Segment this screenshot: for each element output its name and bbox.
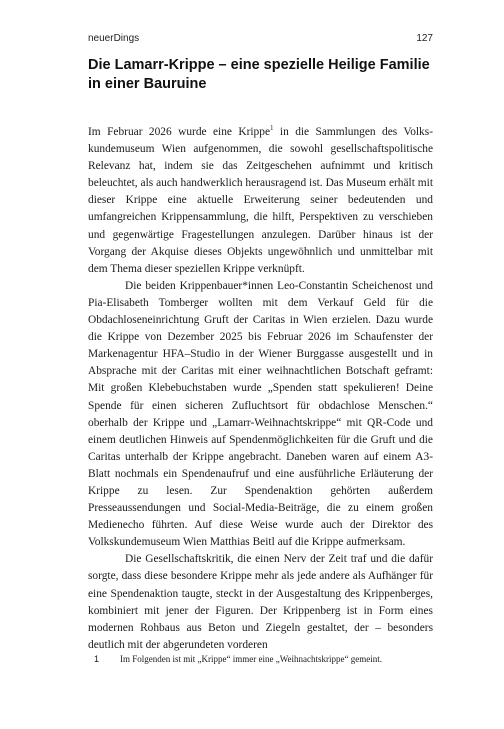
running-head — [88, 33, 433, 44]
paragraph: Die Gesellschaftskritik, die einen Nerv der Zeit traf und die dafür sorgte, dass diese besondere Krippe mehr als jede andere als Aufhänger für eine Spendenaktion taugte, steckt in der Ausgestaltung des Krippenberges, kombiniert mit jener der Figuren. Der Krippenberg ist in Form eines modernen Rohbaus aus Beton und Ziegeln gestaltet, der – besonders deutlich mit der abgerundeten vorderen — [88, 553, 433, 651]
footnote-text: Im Folgenden ist mit „Krippe“ immer eine „Weihnachtskrippe“ gemeint. — [120, 654, 382, 664]
chapter-title: Die Lamarr-Krippe – eine spezielle Heilige Familie in einer Bauruine — [88, 57, 430, 92]
paragraph — [88, 124, 433, 278]
running-head-title: neuerDings — [88, 33, 140, 44]
page-number: 127 — [416, 33, 433, 44]
body-text — [88, 124, 433, 654]
footnote-number: 1 — [94, 654, 100, 664]
paragraph: Die beiden Krippenbauer*innen Leo-Constantin Scheichenost und Pia-Elisabeth Tomberger wollten mit dem Verkauf Geld für die Obdachloseneinrichtung Gruft der Caritas in Wien erzielen. Dazu wurde die Krippe von Dezember 2025 bis Februar 2026 im Schaufenster der Markenagentur HFA–Studio in der Wiener Burggasse ausgestellt und in Absprache mit der Caritas mit einer weihnachtlichen Botschaft geframt: Mit großen Klebebuchstaben wurde „Spenden statt spekulieren! Deine Spende für einen sicheren Zufluchtsort für obdachlose Menschen.“ oberhalb der Krippe und „Lamarr-Weihnachtskrippe“ mit QR-Code und einem deutlichen Hinweis auf Spendenmöglichkeiten für die Gruft und die Caritas unterhalb der Krippe angebracht. Daneben waren auf einem A3-Blatt nochmals ein Spendenaufruf und eine ausführliche Erläuterung der Krippe zu lesen. Zur Spendenaktion gehörten außerdem Presseaussendungen und Social-Media-Beiträge, die zu einem großen Medienecho führten. Auf diese Weise wurde auch der Direktor des Volkskundemuseum Wien Matthias Beitl auf die Krippe aufmerksam. — [88, 279, 433, 549]
paragraph-text: Im Februar 2026 wurde eine Krippe — [88, 126, 270, 138]
footnote-reference[interactable]: 1 — [270, 124, 274, 133]
footnote — [88, 653, 433, 665]
paragraph-text: in die Sammlungen des Volkskundemuseum Wien aufgenommen, die sowohl gesellschaftspolitische Relevanz hat, indem sie das Zeitgeschehen aufnimmt und kritisch beleuchtet, als auch handwerklich herausragend ist. Das Museum erhält mit dieser Krippe eine aktuelle Erweiterung seiner bedeutenden und umfangreichen Krippensammlung, die hilft, Perspektiven zu verschieben und gegenwärtige Fragestellungen anzulegen. Darüber hinaus ist der Vorgang der Akquise dieses Objekts ungewöhnlich und unmittelbar mit dem Thema dieser speziellen Krippe verknüpft. — [88, 126, 433, 275]
